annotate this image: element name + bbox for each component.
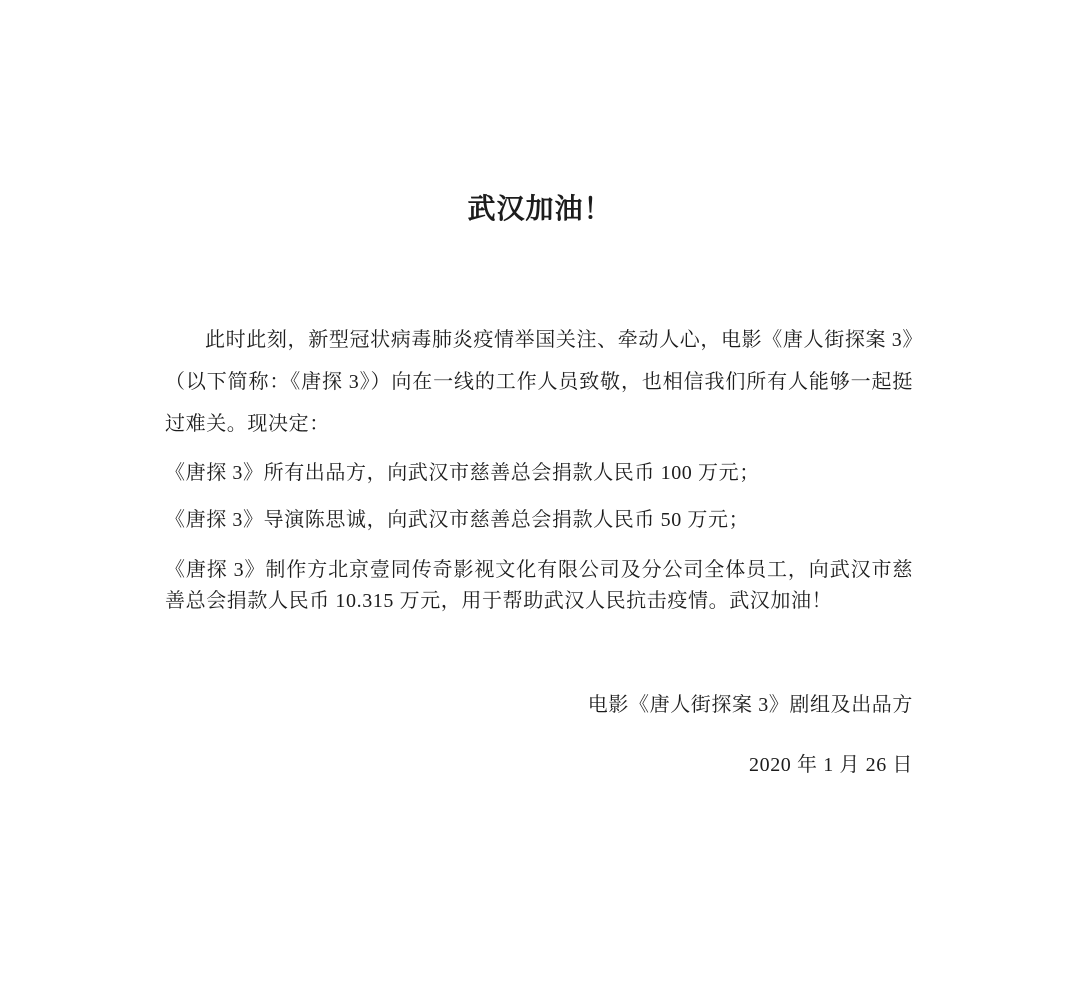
signature-line: 电影《唐人街探案 3》剧组及出品方 (587, 694, 913, 716)
date-line: 2020 年 1 月 26 日 (749, 754, 913, 776)
page-title: 武汉加油！ (467, 194, 613, 225)
paragraph-donation-producers: 《唐探 3》所有出品方，向武汉市慈善总会捐款人民币 100 万元； (165, 462, 760, 484)
letter-body (0, 230, 1080, 780)
paragraph-donation-director: 《唐探 3》导演陈思诚，向武汉市慈善总会捐款人民币 50 万元； (165, 509, 750, 531)
paragraph-donation-staff: 《唐探 3》制作方北京壹同传奇影视文化有限公司及分公司全体员工，向武汉市慈善总会捐款人民币 10.315 万元，用于帮助武汉人民抗击疫情。武汉加油！ (165, 559, 913, 612)
paragraph-intro: 此时此刻，新型冠状病毒肺炎疫情举国关注、牵动人心，电影《唐人街探案 3》（以下简称：《唐探 3》）向在一线的工作人员致敬，也相信我们所有人能够一起挺过难关。现决定： (165, 329, 913, 435)
